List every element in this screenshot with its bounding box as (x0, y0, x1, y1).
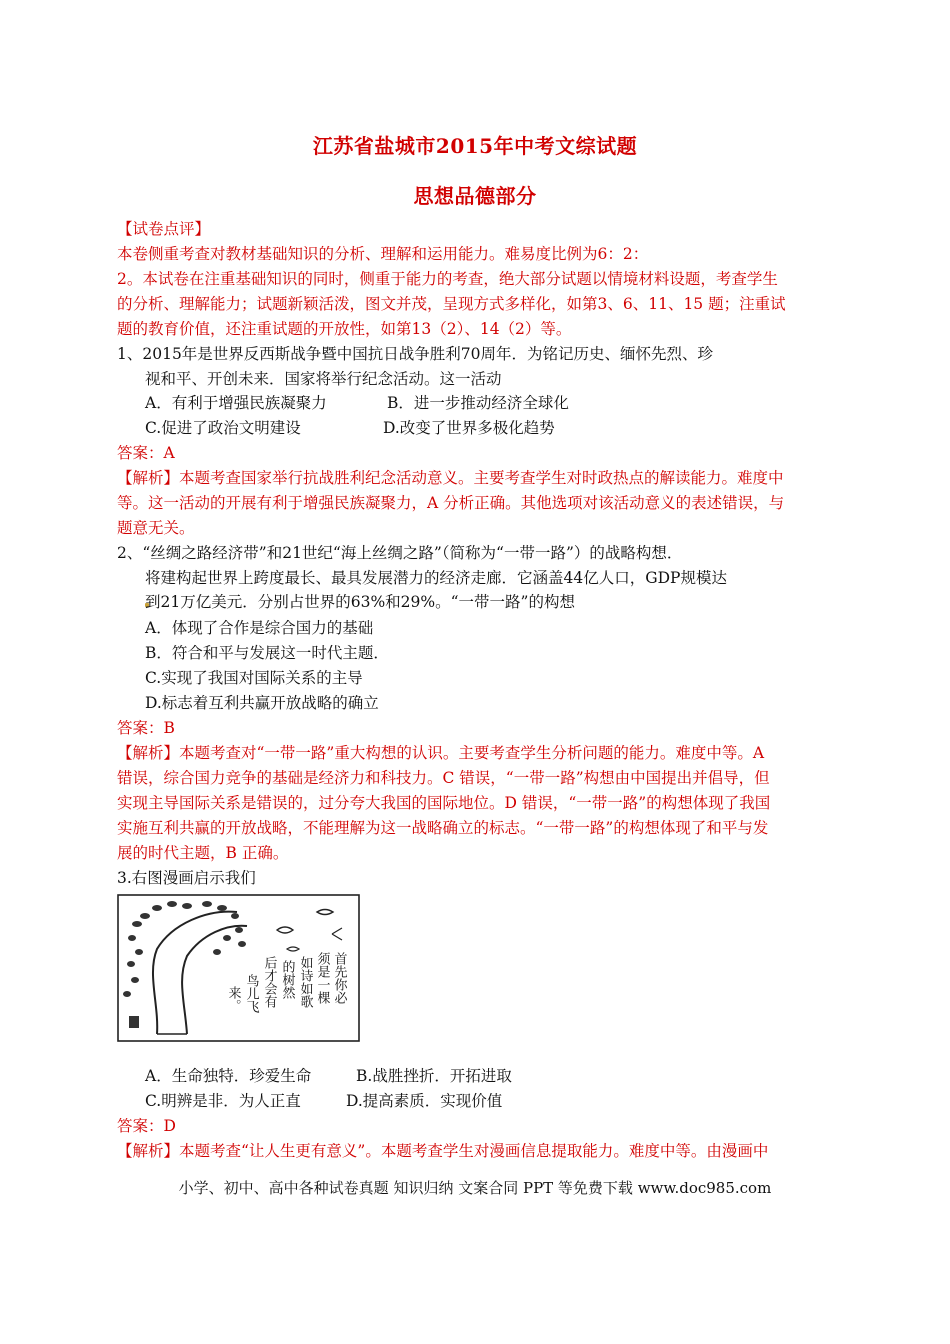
q2-stem: 2、“丝绸之路经济带”和21世纪“海上丝绸之路”（简称为“一带一路”）的战略构想． (117, 544, 683, 562)
q2-option-c: C.实现了我国对国际关系的主导 (145, 669, 363, 687)
q1-analysis: 等。这一活动的开展有利于增强民族凝聚力，A 分析正确。其他选项对该活动意义的表述错误，与 (117, 494, 785, 512)
q2-option-d: D.标志着互利共赢开放战略的确立 (145, 694, 379, 712)
q1-option-a: A．有利于增强民族凝聚力 (145, 394, 327, 412)
q3-option-d: D.提高素质．实现价值 (346, 1092, 503, 1110)
cartoon-text: 的树然 (279, 960, 295, 999)
q2-analysis: 实施互利共赢的开放战略，不能理解为这一战略确立的标志。“一带一路”的构想体现了和平与发 (117, 819, 769, 837)
q3-analysis: 【解析】本题考查“让人生更有意义”。本题考查学生对漫画信息提取能力。难度中等。由漫画中 (117, 1142, 769, 1160)
q2-stem: 到21万亿美元．分别占世界的63%和29%。“一带一路”的构想 (145, 593, 575, 611)
cartoon-image (117, 894, 360, 1042)
review-line: 题的教育价值，还注重试题的开放性，如第13（2）、14（2）等。 (117, 320, 572, 338)
q3-option-b: B.战胜挫折．开拓进取 (356, 1067, 512, 1085)
q1-stem: 视和平、开创未来．国家将举行纪念活动。这一活动 (145, 370, 502, 388)
page-subtitle: 思想品德部分 (413, 184, 537, 208)
q2-option-b: B．符合和平与发展这一时代主题． (145, 644, 389, 662)
footer-text: 小学、初中、高中各种试卷真题 知识归纳 文案合同 PPT 等免费下载 www.doc985.com (178, 1179, 772, 1197)
cartoon-text: 后才会有 (261, 956, 277, 1008)
q2-analysis: 实现主导国际关系是错误的，过分夸大我国的国际地位。D 错误，“一带一路”的构想体现了我国 (117, 794, 771, 812)
q1-answer: 答案：A (117, 444, 175, 462)
cartoon-text: 首先你必 (331, 952, 347, 1004)
review-line: 的分析、理解能力；试题新颖活泼，图文并茂，呈现方式多样化，如第3、6、11、15 题；注重试 (117, 295, 786, 313)
cartoon-text: 须是一棵 (314, 952, 330, 1004)
q2-stem: 将建构起世界上跨度最长、最具发展潜力的经济走廊．它涵盖44亿人口，GDP规模达 (145, 569, 727, 587)
q3-option-c: C.明辨是非．为人正直 (145, 1092, 301, 1110)
q1-option-b: B．进一步推动经济全球化 (387, 394, 569, 412)
q1-option-d: D.改变了世界多极化趋势 (383, 419, 555, 437)
q1-option-c: C.促进了政治文明建设 (145, 419, 301, 437)
q2-analysis: 错误，综合国力竞争的基础是经济力和科技力。C 错误，“一带一路”构想由中国提出并倡导，但 (117, 769, 770, 787)
q2-analysis: 展的时代主题，B 正确。 (117, 844, 289, 862)
q2-option-a: A．体现了合作是综合国力的基础 (145, 619, 374, 637)
cartoon-text: 如诗如歌 (297, 956, 313, 1008)
q2-analysis: 【解析】本题考查对“一带一路”重大构想的认识。主要考查学生分析问题的能力。难度中等。A (117, 744, 765, 762)
review-line: 本卷侧重考查对教材基础知识的分析、理解和运用能力。难易度比例为6：2： (117, 245, 649, 263)
q1-analysis: 题意无关。 (117, 519, 195, 537)
q1-analysis: 【解析】本题考查国家举行抗战胜利纪念活动意义。主要考查学生对时政热点的解读能力。难度中 (117, 469, 784, 487)
q3-answer: 答案：D (117, 1117, 176, 1135)
q2-answer: 答案：B (117, 719, 175, 737)
review-line: 2。本试卷在注重基础知识的同时，侧重于能力的考查，绝大部分试题以情境材料设题，考查学生 (117, 270, 778, 288)
cartoon-text: 鸟儿飞 (243, 974, 259, 1013)
cartoon-text: 来。 (225, 986, 241, 1012)
q3-stem: 3.右图漫画启示我们 (117, 869, 256, 887)
review-heading: 【试卷点评】 (117, 220, 211, 238)
q1-stem: 1、2015年是世界反西斯战争暨中国抗日战争胜利70周年．为铭记历史、缅怀先烈、珍 (117, 345, 714, 363)
q3-option-a: A．生命独特．珍爱生命 (145, 1067, 312, 1085)
page-title: 江苏省盐城市2015年中考文综试题 (312, 134, 638, 158)
